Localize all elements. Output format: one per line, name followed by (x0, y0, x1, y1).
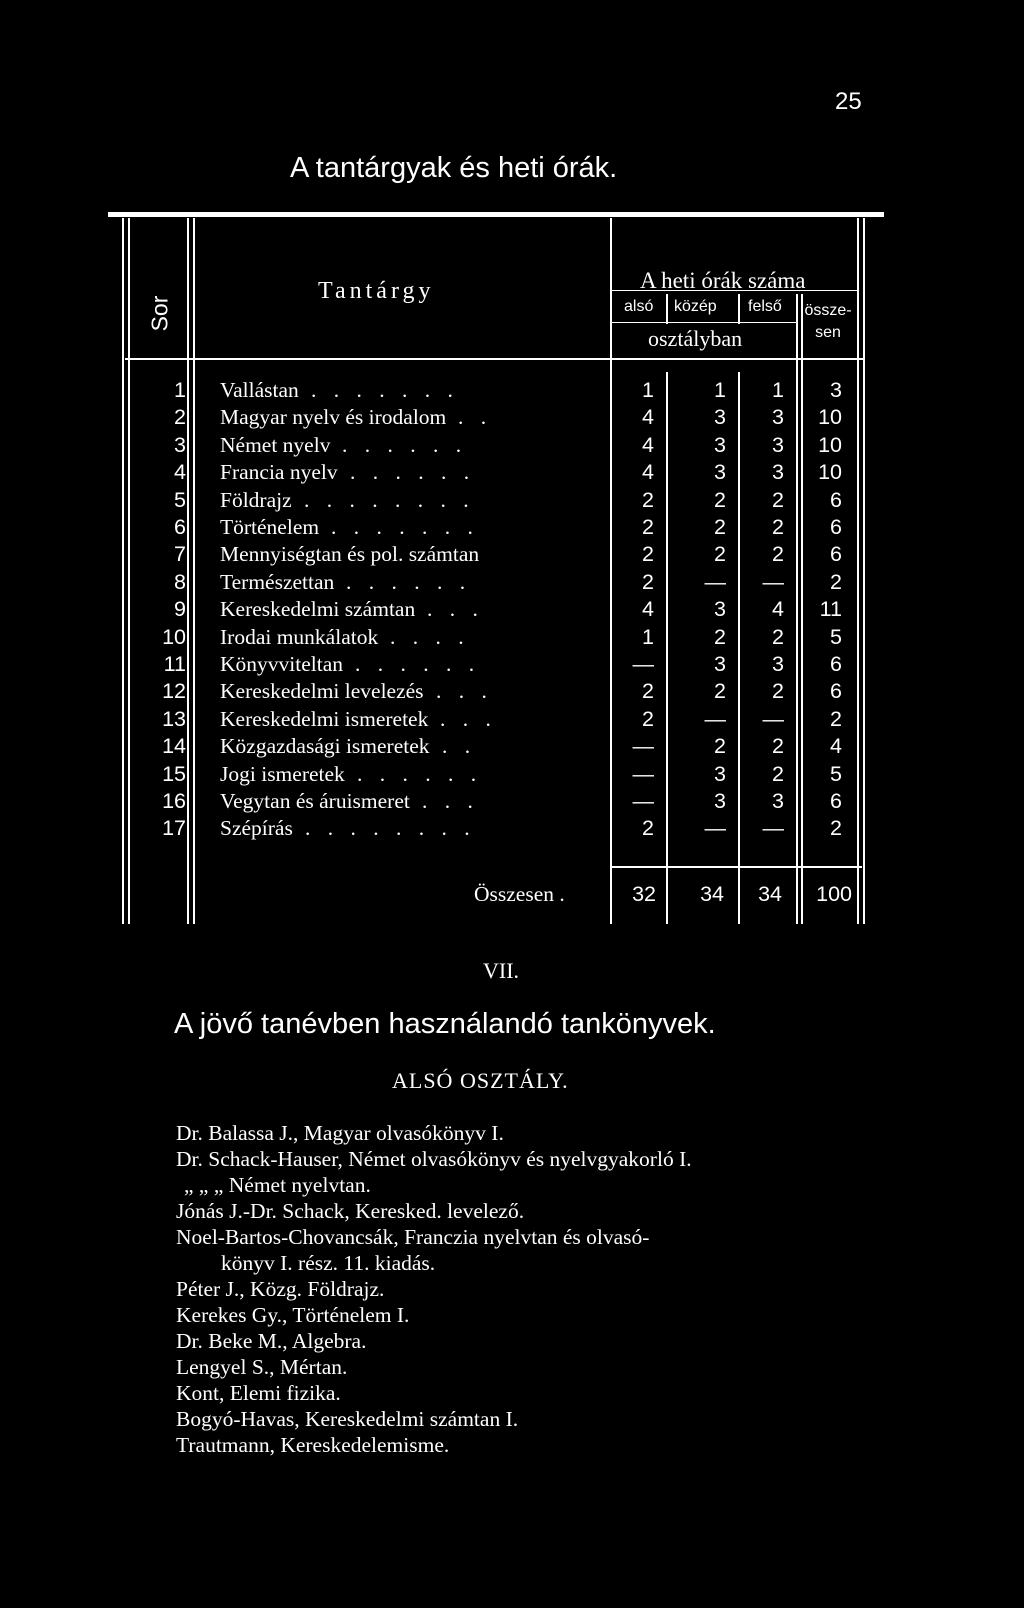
header-bottom-rule (125, 358, 863, 360)
hours-total: 2 (830, 816, 842, 841)
hours-kozep: 2 (714, 542, 726, 567)
hours-kozep: 2 (714, 734, 726, 759)
hours-felso: 2 (772, 761, 784, 786)
osztalyban-label: osztályban (648, 326, 743, 351)
subject-name: Természettan (220, 569, 335, 594)
leader-dots: . . . . . . . (311, 378, 459, 402)
heti-orak-header: A heti órák száma (640, 268, 806, 293)
row-number: 17 (162, 816, 186, 841)
book-entry: könyv I. rész. 11. kiadás. (221, 1251, 436, 1275)
row-number: 6 (174, 515, 186, 539)
leader-dots: . . . . . . (346, 569, 472, 594)
leader-dots: . . . . . . (357, 761, 483, 786)
subject-name: Jogi ismeretek (220, 761, 345, 786)
book-entry: Dr. Beke M., Algebra. (176, 1329, 367, 1353)
hours-also: 2 (642, 542, 654, 567)
book-entry: Lengyel S., Mértan. (176, 1355, 348, 1379)
total-rule (612, 866, 862, 868)
subject-name: Vallástan (220, 378, 299, 402)
row-number: 7 (174, 542, 186, 567)
leader-dots: . . . . . . (350, 460, 476, 485)
leader-dots: . . (458, 405, 493, 430)
hours-also: 4 (642, 405, 654, 430)
hours-total: 6 (830, 487, 842, 512)
table-row (0, 679, 1024, 707)
leader-dots: . . . (427, 597, 484, 622)
total-label: Összesen . (474, 882, 565, 906)
book-entry: Jónás J.-Dr. Schack, Keresked. levelező. (176, 1199, 525, 1223)
leader-dots: . . . . . . (342, 432, 468, 457)
book-entry: „ „ „ Német nyelvtan. (184, 1173, 371, 1197)
hours-also: 1 (642, 624, 654, 649)
page-number: 25 (835, 88, 862, 115)
hours-kozep: 3 (714, 761, 726, 786)
subject-name: Kereskedelmi ismeretek (220, 706, 429, 731)
hours-total: 10 (818, 405, 842, 430)
book-entry: Dr. Schack-Hauser, Német olvasókönyv és nyelvgyakorló I. (176, 1147, 692, 1171)
table-row (0, 816, 1024, 844)
hours-kozep: 3 (714, 789, 726, 813)
hours-felso: 3 (772, 789, 784, 813)
hours-kozep: 1 (714, 378, 726, 402)
col-sor-header: Sor (146, 295, 173, 332)
hours-total: 6 (830, 652, 842, 676)
hours-total: 6 (830, 542, 842, 567)
leader-dots: . . (442, 734, 477, 759)
subject-name: Francia nyelv (220, 460, 338, 485)
hours-also: 4 (642, 460, 654, 485)
hours-total: 3 (830, 378, 842, 402)
subject-name: Földrajz (220, 487, 292, 512)
hours-felso: 3 (772, 405, 784, 430)
row-number: 1 (174, 378, 186, 402)
row-number: 16 (162, 789, 186, 813)
table-row (0, 652, 1024, 680)
hours-also: — (632, 789, 654, 813)
book-entry: Bogyó-Havas, Kereskedelmi számtan I. (176, 1407, 519, 1431)
hours-felso: 1 (772, 378, 784, 402)
hours-also: — (632, 734, 654, 759)
hours-kozep: — (704, 569, 726, 594)
section-title: A jövő tanévben használandó tankönyvek. (174, 1008, 716, 1040)
hours-felso: 2 (772, 734, 784, 759)
hours-kozep: 2 (714, 515, 726, 539)
leader-dots: . . . . . . (355, 652, 481, 676)
subject-name: Mennyiségtan és pol. számtan (220, 542, 480, 567)
hours-felso: 3 (772, 460, 784, 485)
row-number: 15 (162, 761, 186, 786)
section-number: VII. (483, 958, 520, 983)
hours-total: 2 (830, 569, 842, 594)
col-kozep-header: közép (674, 298, 717, 315)
leader-dots: . . . (440, 706, 497, 731)
total-osszesen: 100 (816, 882, 852, 906)
total-also: 32 (632, 882, 656, 906)
subject-name: Közgazdasági ismeretek (220, 734, 430, 759)
hours-felso: — (762, 569, 784, 594)
leader-dots: . . . (422, 789, 479, 813)
hours-also: 1 (642, 378, 654, 402)
hours-felso: 3 (772, 432, 784, 457)
hours-also: 2 (642, 679, 654, 704)
leader-dots: . . . . . . . . (305, 816, 476, 841)
leader-dots: . . . (436, 679, 493, 704)
hours-felso: 2 (772, 624, 784, 649)
subject-name: Irodai munkálatok (220, 624, 379, 649)
table-row (0, 515, 1024, 543)
vline-also (666, 294, 668, 324)
table-title: A tantárgyak és heti órák. (290, 152, 618, 184)
row-number: 9 (174, 597, 186, 622)
col-felso-header: felső (748, 298, 782, 315)
hours-kozep: 2 (714, 487, 726, 512)
subject-name: Könyvviteltan (220, 652, 344, 676)
osszesen-header-line2: sen (815, 324, 841, 341)
subject-name: Vegytan és áruismeret (220, 789, 410, 813)
hours-total: 6 (830, 679, 842, 704)
table-top-rule (108, 212, 884, 217)
hours-kozep: 2 (714, 624, 726, 649)
subject-name: Kereskedelmi számtan (220, 597, 416, 622)
hours-felso: 4 (772, 597, 784, 622)
total-kozep: 34 (700, 882, 724, 906)
leader-dots: . . . . . . . (331, 515, 479, 539)
table-row (0, 488, 1024, 516)
row-number: 12 (162, 679, 186, 704)
table-row (0, 570, 1024, 598)
hours-total: 4 (830, 734, 842, 759)
subject-name: Kereskedelmi levelezés (220, 679, 424, 704)
hours-felso: 2 (772, 515, 784, 539)
hours-total: 10 (818, 432, 842, 457)
book-entry: Trautmann, Kereskedelemisme. (176, 1433, 450, 1457)
book-entry: Noel-Bartos-Chovancsák, Franczia nyelvtan és olvasó- (176, 1225, 650, 1249)
hours-kozep: 3 (714, 432, 726, 457)
hours-felso: — (762, 816, 784, 841)
col-also-header: alsó (624, 298, 654, 315)
table-row (0, 762, 1024, 790)
row-number: 14 (162, 734, 186, 759)
hours-felso: 3 (772, 652, 784, 676)
table-row (0, 734, 1024, 762)
total-felso: 34 (758, 882, 782, 906)
book-entry: Kerekes Gy., Történelem I. (176, 1303, 410, 1327)
table-row (0, 625, 1024, 653)
hours-kozep: — (704, 706, 726, 731)
table-row (0, 597, 1024, 625)
subject-name: Történelem (220, 515, 320, 539)
hours-kozep: 3 (714, 460, 726, 485)
hours-total: 11 (819, 597, 842, 622)
book-list (176, 1120, 692, 1458)
subject-name: Magyar nyelv és irodalom (220, 405, 447, 430)
row-number: 5 (174, 487, 186, 512)
hours-also: — (632, 761, 654, 786)
table-row (0, 707, 1024, 735)
hours-also: 4 (642, 597, 654, 622)
hours-kozep: 3 (714, 597, 726, 622)
table-row (0, 433, 1024, 461)
hours-total: 10 (818, 460, 842, 485)
book-entry: Péter J., Közg. Földrajz. (176, 1277, 385, 1301)
table-row (0, 789, 1024, 817)
hours-felso: 2 (772, 542, 784, 567)
row-number: 10 (162, 624, 186, 649)
hours-also: 4 (642, 432, 654, 457)
hours-kozep: 3 (714, 405, 726, 430)
row-number: 2 (174, 405, 186, 430)
osztaly-rule (612, 322, 798, 323)
table-row (0, 542, 1024, 570)
subject-name: Német nyelv (220, 432, 331, 457)
hours-felso: 2 (772, 487, 784, 512)
col-tantargy-header: Tantárgy (318, 278, 435, 304)
hours-total: 6 (830, 515, 842, 539)
class-label: ALSÓ OSZTÁLY. (392, 1068, 569, 1093)
table-row (0, 378, 1024, 406)
hours-total: 6 (830, 789, 842, 813)
book-entry: Kont, Elemi fizika. (176, 1381, 341, 1405)
hours-also: 2 (642, 515, 654, 539)
book-entry: Dr. Balassa J., Magyar olvasókönyv I. (176, 1121, 504, 1145)
hours-total: 5 (830, 624, 842, 649)
row-number: 3 (174, 432, 186, 457)
vline-kozep (738, 294, 740, 324)
hours-felso: — (762, 706, 784, 731)
leader-dots: . . . . (390, 624, 470, 649)
leader-dots: . . . . . . . . (304, 487, 475, 512)
table-row (0, 405, 1024, 433)
hours-felso: 2 (772, 679, 784, 704)
hours-also: 2 (642, 487, 654, 512)
osszesen-header-line1: össze- (804, 302, 852, 319)
hours-total: 2 (830, 706, 842, 731)
hours-also: — (632, 652, 654, 676)
row-number: 4 (174, 460, 186, 485)
hours-also: 2 (642, 706, 654, 731)
hours-also: 2 (642, 816, 654, 841)
subject-name: Szépírás (220, 816, 293, 841)
hours-kozep: — (704, 816, 726, 841)
hours-total: 5 (830, 761, 842, 786)
col-osszesen-header (803, 300, 853, 344)
hours-kozep: 2 (714, 679, 726, 704)
hours-kozep: 3 (714, 652, 726, 676)
table-row (0, 460, 1024, 488)
row-number: 11 (163, 652, 186, 676)
row-number: 8 (174, 569, 186, 594)
hours-also: 2 (642, 569, 654, 594)
row-number: 13 (162, 706, 186, 731)
